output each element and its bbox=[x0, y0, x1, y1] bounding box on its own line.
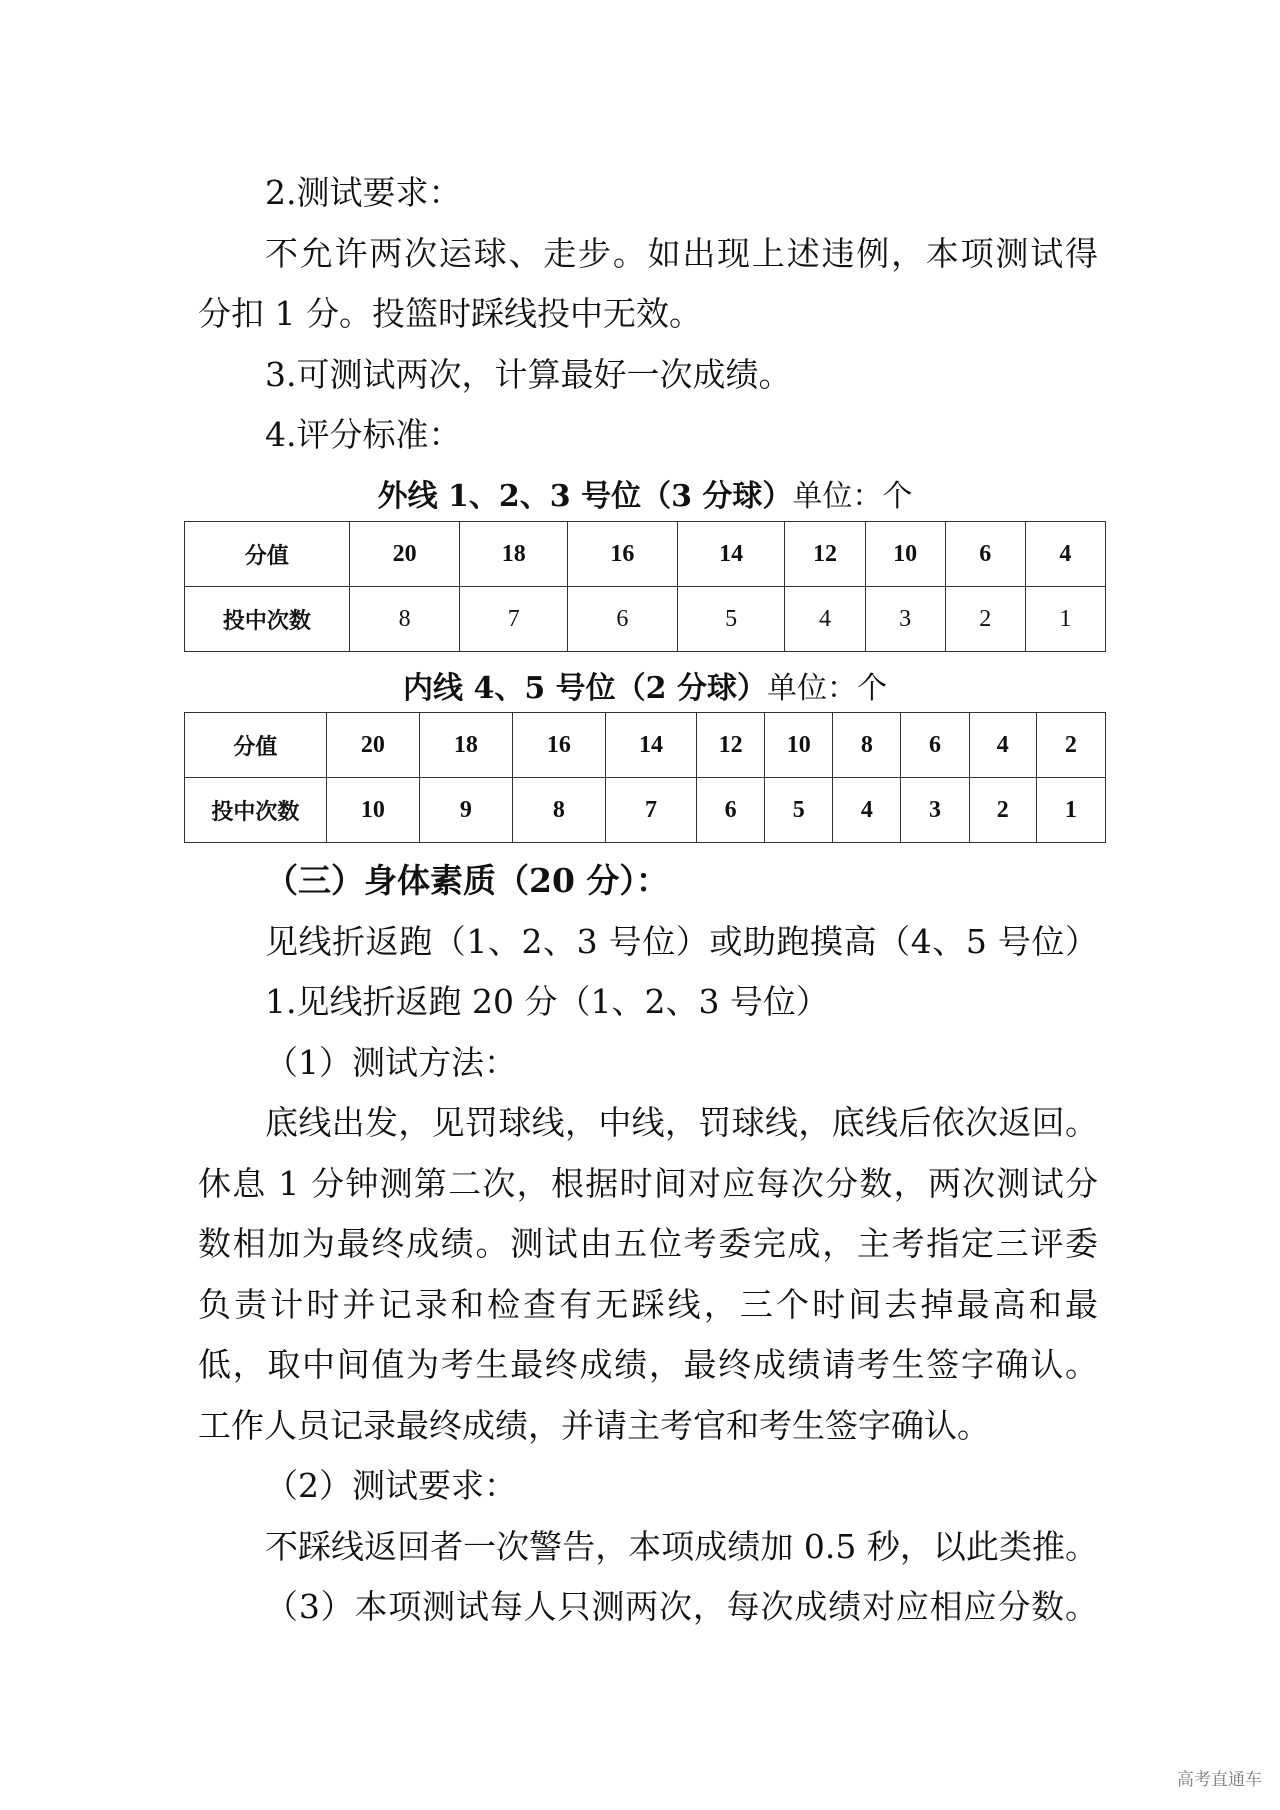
text-line: 4.评分标准： bbox=[265, 415, 462, 454]
text-line: 负责计时并记录和检查有无踩线，三个时间去掉最高和最 bbox=[198, 1284, 1098, 1324]
hits-cell: 10 bbox=[326, 778, 419, 843]
hits-cell: 5 bbox=[677, 587, 785, 652]
text-line: 底线出发，见罚球线，中线，罚球线，底线后依次返回。 bbox=[265, 1103, 1098, 1142]
score-cell: 12 bbox=[697, 713, 765, 778]
score-cell: 16 bbox=[512, 713, 605, 778]
text-line: 低，取中间值为考生最终成绩，最终成绩请考生签字确认。 bbox=[198, 1345, 1098, 1384]
inside-scoring-table bbox=[184, 712, 1106, 843]
hits-cell: 6 bbox=[568, 587, 678, 652]
text-line: （3）本项测试每人只测两次，每次成绩对应相应分数。 bbox=[265, 1587, 1098, 1626]
hits-cell: 7 bbox=[605, 778, 696, 843]
watermark: 高考直通车 bbox=[1177, 1770, 1262, 1790]
hits-cell: 3 bbox=[865, 587, 945, 652]
outside-scoring-table bbox=[184, 521, 1106, 652]
row-label: 分值 bbox=[185, 713, 327, 778]
hits-cell: 2 bbox=[945, 587, 1025, 652]
hits-cell: 5 bbox=[765, 778, 833, 843]
table1-unit: 单位：个 bbox=[792, 479, 913, 514]
text-line: 不允许两次运球、走步。如出现上述违例，本项测试得 bbox=[265, 233, 1098, 273]
table2-title: 内线 4、5 号位（2 分球） bbox=[403, 671, 767, 706]
table2-caption bbox=[184, 669, 1106, 709]
score-cell: 6 bbox=[901, 713, 969, 778]
text-line: 见线折返跑（1、2、3 号位）或助跑摸高（4、5 号位） bbox=[265, 921, 1098, 961]
score-cell: 10 bbox=[865, 522, 945, 587]
score-cell: 18 bbox=[419, 713, 512, 778]
hits-cell: 8 bbox=[512, 778, 605, 843]
text-line: 2.测试要求： bbox=[265, 173, 462, 212]
table-row bbox=[185, 713, 1106, 778]
text-line: 分扣 1 分。投篮时踩线投中无效。 bbox=[198, 294, 702, 333]
table-row bbox=[185, 587, 1106, 652]
text-line: 休息 1 分钟测第二次，根据时间对应每次分数，两次测试分 bbox=[198, 1163, 1098, 1203]
score-cell: 14 bbox=[605, 713, 696, 778]
hits-cell: 1 bbox=[1025, 587, 1105, 652]
score-cell: 2 bbox=[1036, 713, 1105, 778]
score-cell: 4 bbox=[969, 713, 1036, 778]
text-line: 数相加为最终成绩。测试由五位考委完成，主考指定三评委 bbox=[198, 1224, 1098, 1263]
text-line: 不踩线返回者一次警告，本项成绩加 0.5 秒，以此类推。 bbox=[265, 1526, 1098, 1566]
text-line: （1）测试方法： bbox=[265, 1042, 517, 1082]
hits-cell: 4 bbox=[833, 778, 901, 843]
score-cell: 20 bbox=[326, 713, 419, 778]
table-row bbox=[185, 778, 1106, 843]
score-cell: 14 bbox=[677, 522, 785, 587]
score-cell: 12 bbox=[785, 522, 865, 587]
row-label: 投中次数 bbox=[185, 587, 350, 652]
hits-cell: 7 bbox=[460, 587, 568, 652]
table-row bbox=[185, 522, 1106, 587]
table2-unit: 单位：个 bbox=[766, 671, 887, 706]
score-cell: 18 bbox=[460, 522, 568, 587]
text-line: 工作人员记录最终成绩，并请主考官和考生签字确认。 bbox=[198, 1405, 990, 1445]
score-cell: 20 bbox=[349, 522, 460, 587]
score-cell: 4 bbox=[1025, 522, 1105, 587]
text-line: （三）身体素质（20 分）： bbox=[265, 861, 669, 900]
text-line: （2）测试要求： bbox=[265, 1466, 517, 1505]
hits-cell: 8 bbox=[349, 587, 460, 652]
score-cell: 10 bbox=[765, 713, 833, 778]
table1-caption bbox=[184, 477, 1106, 517]
hits-cell: 3 bbox=[901, 778, 969, 843]
table1-title: 外线 1、2、3 号位（3 分球） bbox=[377, 479, 793, 514]
score-cell: 6 bbox=[945, 522, 1025, 587]
text-line: 3.可测试两次，计算最好一次成绩。 bbox=[265, 354, 792, 394]
row-label: 分值 bbox=[185, 522, 350, 587]
score-cell: 8 bbox=[833, 713, 901, 778]
hits-cell: 9 bbox=[419, 778, 512, 843]
hits-cell: 1 bbox=[1036, 778, 1105, 843]
text-line: 1.见线折返跑 20 分（1、2、3 号位） bbox=[265, 982, 829, 1021]
hits-cell: 4 bbox=[785, 587, 865, 652]
score-cell: 16 bbox=[568, 522, 678, 587]
row-label: 投中次数 bbox=[185, 778, 327, 843]
hits-cell: 6 bbox=[697, 778, 765, 843]
hits-cell: 2 bbox=[969, 778, 1036, 843]
